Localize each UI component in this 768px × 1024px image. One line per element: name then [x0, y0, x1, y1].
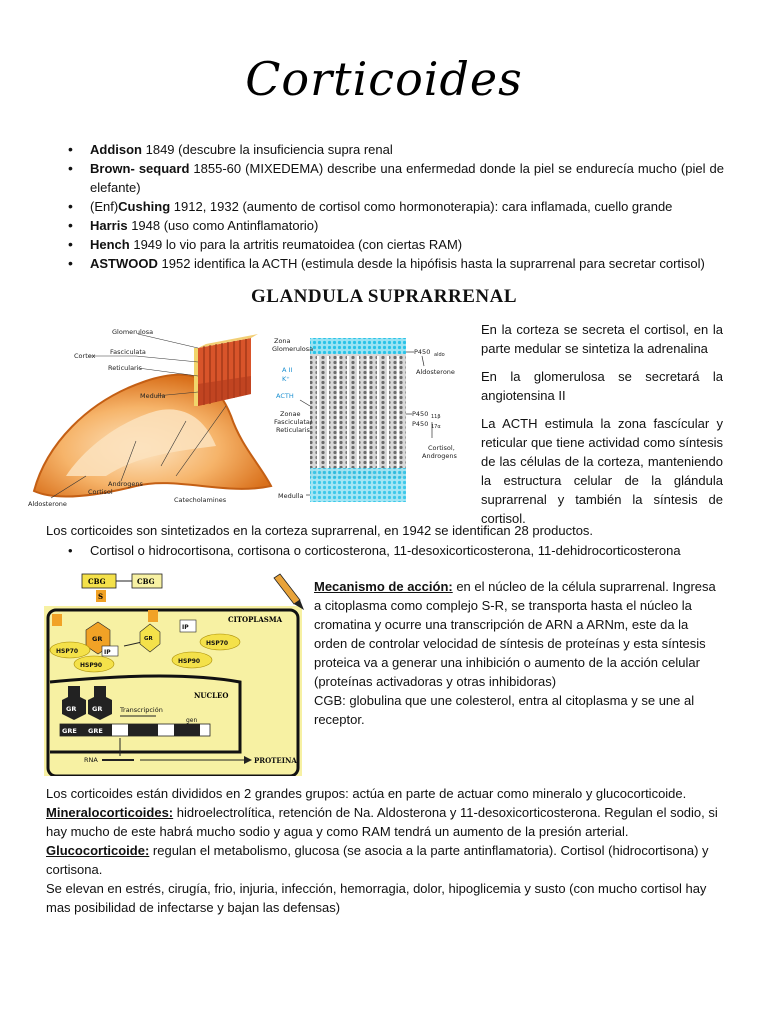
adrenal-zones-diagram	[272, 330, 472, 506]
label-ip: IP	[104, 649, 111, 656]
label-transcripcion: Transcripción	[120, 706, 163, 714]
label-p450-17a-sub: 17α	[431, 424, 441, 430]
stress-paragraph: Se elevan en estrés, cirugía, frio, injuria, infección, hemorragia, dolor, hipoglicemia y susto (con mucho cortisol hay mas posibilidad de infectarse y bajan las defensas)	[46, 881, 707, 915]
groups-intro: Los corticoides están divididos en 2 grandes grupos: actúa en parte de actuar como mineralo y glucocorticoide.	[46, 786, 687, 801]
mechanism-body: en el núcleo de la célula suprarrenal. Ingresa a citoplasma como complejo S-R, se transporta hasta el núcleo la cromatina y ocurre una transcripción de ARN a ARNm, este da la orden de controlar velocidad de síntesis de proteínas y esta síntesis proteica va a generar una inhibición o aumento de la acción celular (proteínas activadoras y otras inhibidoras)	[314, 579, 716, 689]
cbg-note: CGB: globulina que une colesterol, entra al citoplasma y se une al receptor.	[314, 693, 695, 727]
label-cbg-left: CBG	[88, 577, 106, 586]
label-medulla: Medulla	[278, 492, 304, 500]
label-rna: RNA	[84, 756, 98, 764]
synthesis-text: Los corticoides son sintetizados en la corteza suprarrenal, en 1942 se identifican 28 productos.	[46, 523, 594, 538]
mechanism-text	[314, 577, 724, 729]
label-s: S	[98, 592, 104, 601]
label-gen: gen	[186, 717, 198, 724]
mineralocorticoids-text: hidroelectrolítica, retención de Na. Aldosterona y 11-desoxicorticosterona. Regulan el sodio, si hay mucho de este habrá mucho sodio y agua y como RAM tendrá un aumento de la presión arterial.	[46, 805, 718, 839]
history-item: • (Enf)Cushing 1912, 1932 (aumento de cortisol como hormonoterapia): cara inflamada, cuello grande	[68, 197, 724, 216]
label-medulla: Medulla	[140, 392, 166, 400]
section-title: GLANDULA SUPRARRENAL	[251, 286, 517, 307]
label-k: K⁺	[282, 375, 290, 383]
history-item: • Addison 1849 (descubre la insuficiencia supra renal	[68, 140, 724, 159]
label-nucleo: NUCLEO	[194, 691, 229, 700]
label-hsp70: HSP70	[56, 648, 79, 655]
label-androgens: Androgens	[422, 452, 457, 460]
label-catecholamines: Catecholamines	[174, 496, 227, 504]
synthesis-bullet: • Cortisol o hidrocortisona, cortisona o corticosterona, 11-desoxicorticosterona, 11-dehidrocorticosterona	[68, 541, 750, 560]
mineralocorticoids-heading: Mineralocorticoides:	[46, 805, 174, 820]
adrenal-description	[481, 320, 723, 537]
mineralocorticoids-paragraph	[46, 803, 726, 841]
label-p450-17a: P450	[412, 420, 429, 428]
label-zonae-fasciculata: Fasciculata/	[274, 418, 313, 426]
glucocorticoid-paragraph	[46, 841, 726, 879]
label-p450-aldo-sub: aldo	[434, 352, 445, 358]
label-proteina: PROTEINA	[254, 756, 297, 765]
glucocorticoid-text: regulan el metabolismo, glucosa (se asocia a la parte antinflamatoria). Cortisol (hidrocortisona) y cortisona.	[46, 843, 709, 877]
mechanism-diagram	[44, 570, 306, 776]
label-gre-1: GRE	[62, 727, 77, 735]
label-zonae: Zonae	[280, 410, 301, 418]
label-gr-nucleus-1: GR	[66, 705, 77, 713]
label-zona-glomerulosa: Glomerulosa	[272, 345, 314, 353]
page-title: Corticoides	[245, 52, 523, 106]
label-ip-free: IP	[182, 624, 189, 631]
mechanism-heading: Mecanismo de acción:	[314, 579, 453, 594]
label-zona: Zona	[274, 337, 291, 345]
label-gre-2: GRE	[88, 727, 103, 735]
paragraph: La ACTH estimula la zona fascícular y reticular que tiene actividad como síntesis de las células de la corteza, manteniendo la estructura celular de la glándula suprarrenal y también la síntesis de cortisol.	[481, 416, 723, 526]
label-p450-aldo: P450	[414, 348, 431, 356]
label-p450-11b: P450	[412, 410, 429, 418]
label-hsp70-free: HSP70	[206, 640, 229, 647]
label-aii: A II	[282, 366, 293, 374]
history-item: • Brown- sequard 1855-60 (MIXEDEMA) describe una enfermedad donde la piel se endurecía mucho (piel de elefante)	[68, 159, 724, 197]
history-item: • Harris 1948 (uso como Antinflamatorio)	[68, 216, 724, 235]
glucocorticoid-heading: Glucocorticoide:	[46, 843, 150, 858]
label-p450-11b-sub: 11β	[431, 414, 441, 420]
label-cortisol: Cortisol	[88, 488, 113, 496]
history-item: • Hench 1949 lo vio para la artritis reumatoidea (con ciertas RAM)	[68, 235, 724, 254]
corticoid-groups	[46, 784, 726, 917]
label-gr-free: GR	[144, 636, 153, 642]
adrenal-gland-illustration	[26, 326, 276, 508]
history-list	[68, 140, 724, 273]
label-androgens: Androgens	[108, 480, 143, 488]
label-cbg-right: CBG	[137, 577, 155, 586]
paragraph: En la glomerulosa se secretará la angiotensina II	[481, 369, 723, 403]
label-cortisol: Cortisol,	[428, 444, 455, 452]
label-hsp90: HSP90	[80, 662, 103, 669]
history-item: • ASTWOOD 1952 identifica la ACTH (estimula desde la hipófisis hasta la suprarrenal para secretar cortisol)	[68, 254, 724, 273]
label-gr: GR	[92, 635, 103, 643]
label-aldosterone: Aldosterone	[28, 500, 67, 508]
label-cortex: Cortex	[74, 352, 96, 360]
label-fasciculata: Fasciculata	[110, 348, 146, 356]
label-reticularis: Reticularis	[108, 364, 142, 372]
label-aldosterone: Aldosterone	[416, 368, 455, 376]
label-acth: ACTH	[276, 392, 294, 400]
label-citoplasma: CITOPLASMA	[228, 615, 283, 624]
paragraph: En la corteza se secreta el cortisol, en la parte medular se sintetiza la adrenalina	[481, 322, 723, 356]
label-hsp90-free: HSP90	[178, 658, 201, 665]
label-zonae-reticularis: Reticularis	[276, 426, 310, 434]
label-gr-nucleus-2: GR	[92, 705, 103, 713]
label-glomerulosa: Glomerulosa	[112, 328, 154, 336]
